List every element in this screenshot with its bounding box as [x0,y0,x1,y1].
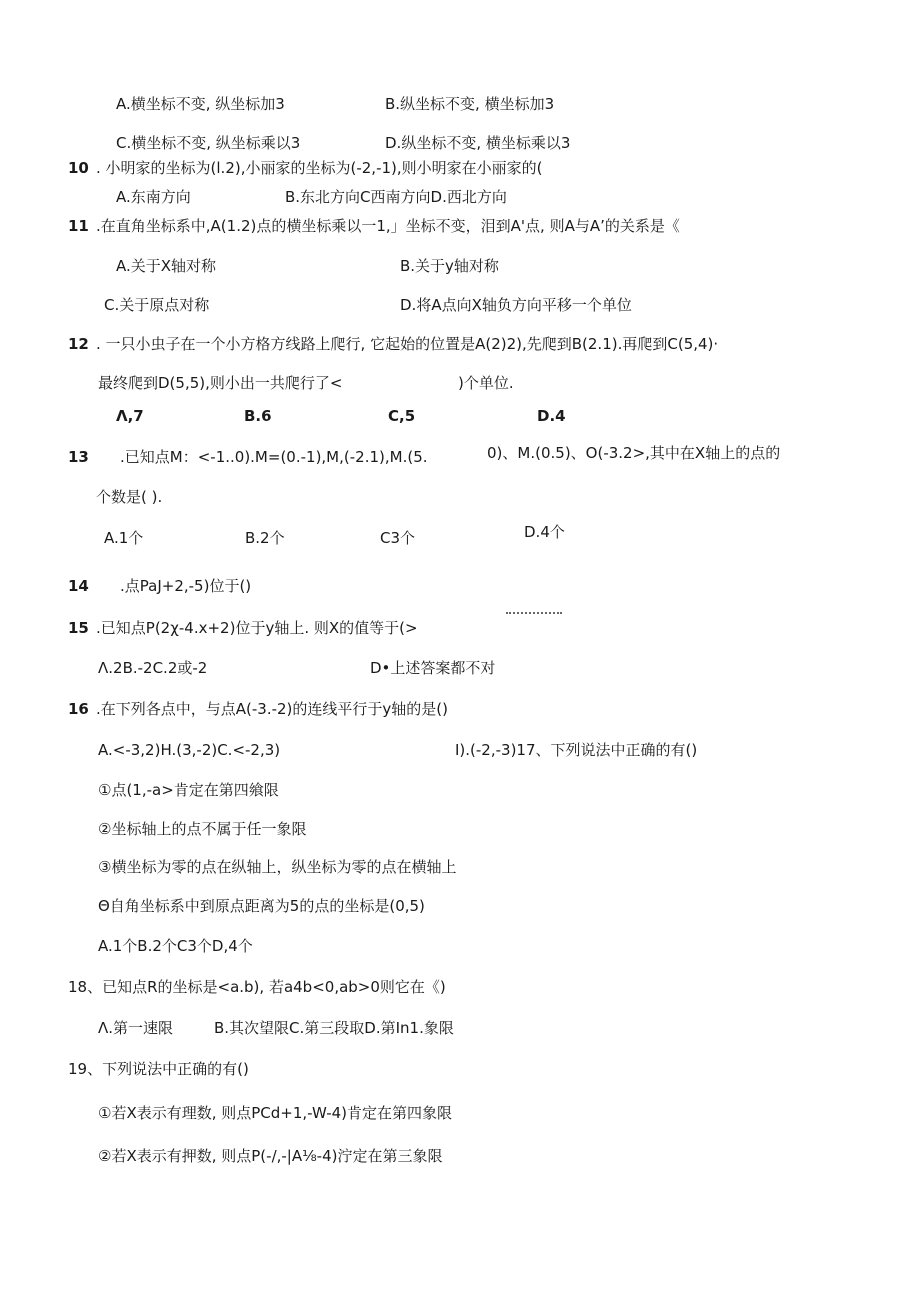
q12-option-b: B.6 [244,407,272,425]
q14-stem: .点PaJ+2,-5)位于() [120,577,252,595]
q12-option-c: C,5 [388,407,416,425]
q9-option-c: C.横坐标不变, 纵坐标乘以3 [116,134,301,152]
q10-stem: . 小明家的坐标为(l.2),小丽家的坐标为(-2,-1),则小明家在小丽家的( [96,159,543,177]
q11-stem: .在直角坐标系中,A(1.2)点的横坐标乘以一1,」坐标不变，泪到A'点, 则A与A’的关系是《 [96,217,680,235]
q18-stem: 18、已知点R的坐标是<a.b), 若a4b<0,ab>0则它在《) [68,978,446,996]
q17-statement-4: Θ自角坐标系中到原点距离为5的点的坐标是(0,5) [98,897,425,915]
q11-option-d: D.将A点向X轴负方向平移一个单位 [400,296,632,314]
q19-stem: 19、下列说法中正确的有() [68,1060,249,1078]
q12-stem-cont: 最终爬到D(5,5),则小出一共爬行了< [98,374,343,392]
q15-option-abc: Λ.2B.-2C.2或-2 [98,659,208,677]
q18-option-bcd: B.其次望限C.第三段取D.第In1.象限 [214,1019,454,1037]
q12-number: 12 [68,335,89,353]
q12-stem-end: )个单位. [458,374,514,392]
q11-option-b: B.关于y轴对称 [400,257,499,275]
q10-option-a: A.东南方向 [116,188,191,206]
q13-option-a: A.1个 [104,529,144,547]
q18-option-a: Λ.第一速限 [98,1019,174,1037]
q13-stem-cont: 个数是( ). [96,488,163,506]
q17-statement-2: ②坐标轴上的点不属于任一象限 [98,820,307,838]
q13-stem-right: 0)、M.(0.5)、O(-3.2>,其中在X轴上的点的 [487,444,781,462]
q12-option-d: D.4 [537,407,566,425]
q15-option-d: D•上述答案都不对 [370,659,496,677]
q12-option-a: Λ,7 [116,407,144,425]
q14-number: 14 [68,577,89,595]
q17-options: A.1个B.2个C3个D,4个 [98,937,253,955]
q13-number: 13 [68,448,89,466]
q10-number: 10 [68,159,89,177]
q11-number: 11 [68,217,89,235]
q16-option-abc: A.<-3,2)H.(3,-2)C.<-2,3) [98,741,281,759]
q12-stem: . 一只小虫子在一个小方格方线路上爬行, 它起始的位置是A(2)2),先爬到B(2.1).再爬到C(5,4)· [96,335,719,353]
q11-option-c: C.关于原点对称 [104,296,210,314]
q15-number: 15 [68,619,89,637]
q9-option-d: D.纵坐标不变, 横坐标乘以3 [385,134,571,152]
q13-option-b: B.2个 [245,529,285,547]
q9-option-b: B.纵坐标不变, 横坐标加3 [385,95,555,113]
q19-statement-2: ②若X表示有押数, 则点P(-/,-|A⅛-4)泞定在第三象限 [98,1147,443,1165]
q16-number: 16 [68,700,89,718]
q13-stem: .已知点M：<-1..0).M=(0.-1),M,(-2.1),M.(5. [120,448,428,466]
q16-option-d-q17-stem: I).(-2,-3)17、下列说法中正确的有() [455,741,698,759]
q9-option-a: A.横坐标不变, 纵坐标加3 [116,95,285,113]
q10-option-bcd: B.东北方向C西南方向D.西北方向 [285,188,507,206]
q16-stem: .在下列各点中，与点A(-3.-2)的连线平行于y轴的是() [96,700,448,718]
q17-statement-3: ③横坐标为零的点在纵轴上，纵坐标为零的点在横轴上 [98,858,457,876]
q11-option-a: A.关于X轴对称 [116,257,217,275]
q19-statement-1: ①若X表示有理数, 则点PCd+1,-W-4)肯定在第四象限 [98,1104,453,1122]
q13-option-c: C3个 [380,529,416,547]
cutoff-text-fragment [506,611,562,615]
q13-option-d: D.4个 [524,523,565,541]
q15-stem: .已知点P(2χ-4.x+2)位于y轴上. 则X的值等于(> [96,619,418,637]
q17-statement-1: ①点(1,-a>肯定在第四飨限 [98,781,279,799]
